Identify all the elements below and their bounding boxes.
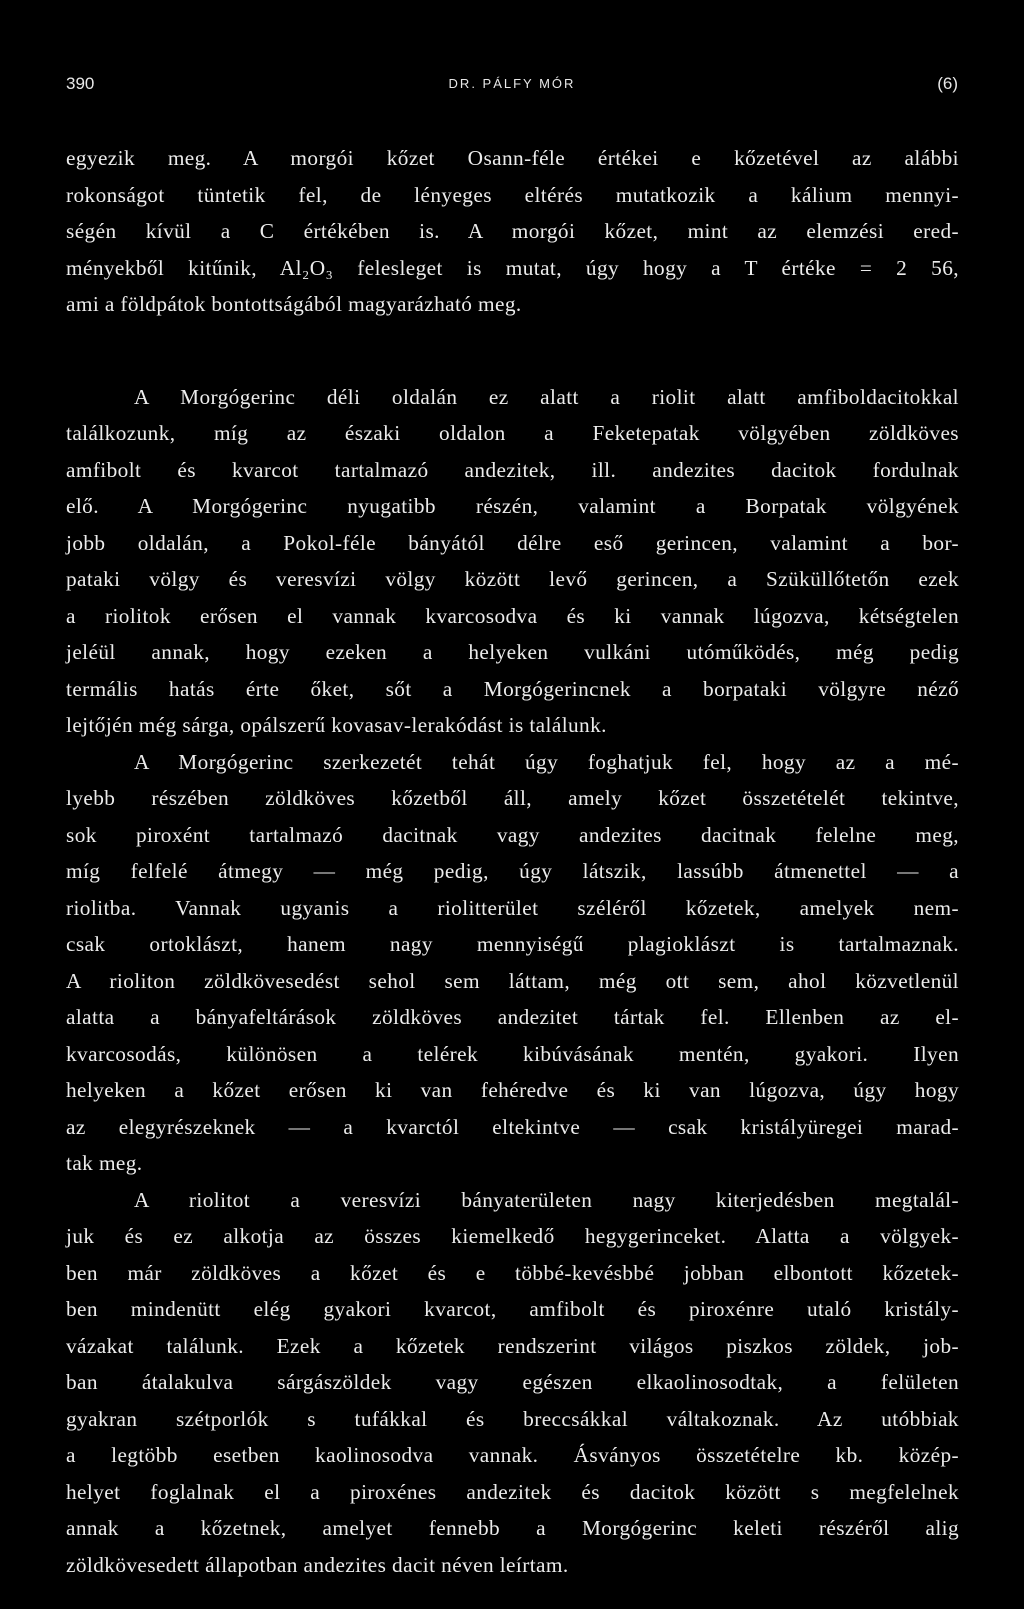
text-line: a riolitok erősen el vannak kvarcosodva és ki vannak lúgozva, kétségtelen — [66, 603, 959, 628]
paragraph-gap — [66, 323, 959, 379]
text-line: míg felfelé átmegy — még pedig, úgy látszik, lassúbb átmenettel — a — [66, 859, 959, 883]
paragraph-4 — [66, 1182, 959, 1584]
text-line: elő. A Morgógerinc nyugatibb részén, valamint a Borpatak völgyének — [66, 494, 959, 518]
text-line: helyeken a kőzet erősen ki van fehéredve és ki van lúgozva, úgy hogy — [66, 1078, 959, 1102]
text-line: találkozunk, míg az északi oldalon a Feketepatak völgyében zöldköves — [66, 421, 959, 445]
text-line: alatta a bányafeltárások zöldköves andezitet tártak fel. Ellenben az el- — [66, 1005, 959, 1029]
text-line: A rioliton zöldkövesedést sehol sem láttam, még ott sem, ahol közvetlenül — [66, 968, 959, 993]
text-line: sok piroxént tartalmazó dacitnak vagy andezites dacitnak felelne meg, — [66, 822, 959, 847]
paragraph-1 — [66, 140, 959, 323]
text-line: vázakat találunk. Ezek a kőzetek rendszerint világos piszkos zöldek, job- — [66, 1333, 959, 1358]
text-line: gyakran szétporlók s tufákkal és breccsákkal váltakoznak. Az utóbbiak — [66, 1406, 959, 1431]
text-line: A riolitot a veresvízi bányaterületen nagy kiterjedésben megtalál- — [134, 1187, 959, 1212]
text-line: pataki völgy és veresvízi völgy között levő gerincen, a Szüküllőtetőn ezek — [66, 567, 959, 591]
text-line: az elegyrészeknek — a kvarctól eltekintve — csak kristályüregei marad- — [66, 1114, 959, 1139]
text-line: jobb oldalán, a Pokol-féle bányától délre eső gerincen, valamint a bor- — [66, 530, 959, 555]
text-line: tak meg. — [66, 1151, 143, 1175]
text-line: lyebb részében zöldköves kőzetből áll, amely kőzet összetételét tekintve, — [66, 786, 959, 810]
body-text — [66, 140, 959, 1583]
page-number: 390 — [66, 74, 95, 93]
text-line: csak ortoklászt, hanem nagy mennyiségű plagioklászt is tartalmaznak. — [66, 932, 959, 956]
text-line: ben mindenütt elég gyakori kvarcot, amfibolt és piroxénre utaló kristály- — [66, 1297, 959, 1321]
text-line: lejtőjén még sárga, opálszerű kovasav-lerakódást is találunk. — [66, 713, 607, 737]
text-line: ban átalakulva sárgászöldek vagy egészen elkaolinosodtak, a felületen — [66, 1370, 959, 1394]
text-line: a legtöbb esetben kaolinosodva vannak. Ásványos összetételre kb. közép- — [66, 1443, 959, 1467]
paragraph-3 — [66, 744, 959, 1182]
part-number: (6) — [937, 74, 958, 93]
text-line: A Morgógerinc szerkezetét tehát úgy foghatjuk fel, hogy az a mé- — [134, 749, 959, 774]
text-line: egyezik meg. A morgói kőzet Osann-féle értékei e kőzetével az alábbi — [66, 146, 959, 170]
text-line: kvarcosodás, különösen a telérek kibúvásának mentén, gyakori. Ilyen — [66, 1041, 959, 1066]
text-line: ségén kívül a C értékében is. A morgói kőzet, mint az elemzési ered- — [66, 219, 959, 243]
text-line: riolitba. Vannak ugyanis a riolitterület széléről kőzetek, amelyek nem- — [66, 895, 959, 920]
running-header — [66, 74, 958, 104]
text-line: termális hatás érte őket, sőt a Morgógerincnek a borpataki völgyre néző — [66, 676, 959, 701]
text-line: jeléül annak, hogy ezeken a helyeken vulkáni utóműködés, még pedig — [66, 640, 959, 664]
paragraph-2 — [66, 379, 959, 744]
text-line: rokonságot tüntetik fel, de lényeges eltérés mutatkozik a kálium mennyi- — [66, 182, 959, 207]
text-line: ben már zöldköves a kőzet és e többé-kevésbbé jobban elbontott kőzetek- — [66, 1260, 959, 1285]
running-head-author: DR. PÁLFY MÓR — [448, 76, 576, 91]
text-line: annak a kőzetnek, amelyet fennebb a Morgógerinc keleti részéről alig — [66, 1516, 959, 1540]
text-line: amfibolt és kvarcot tartalmazó andezitek, ill. andezites dacitok fordulnak — [66, 457, 959, 482]
text-line: ményekből kitűnik, Al₂O₃ felesleget is mutat, úgy hogy a T értéke = 2 56, — [66, 255, 959, 280]
text-line: juk és ez alkotja az összes kiemelkedő hegygerinceket. Alatta a völgyek- — [66, 1224, 959, 1248]
text-line: helyet foglalnak el a piroxénes andezitek és dacitok között s megfelelnek — [66, 1479, 959, 1504]
text-line: zöldkövesedett állapotban andezites dacit néven leírtam. — [66, 1552, 569, 1577]
text-line: ami a földpátok bontottságából magyarázható meg. — [66, 292, 522, 316]
text-line: A Morgógerinc déli oldalán ez alatt a riolit alatt amfiboldacitokkal — [134, 384, 959, 409]
